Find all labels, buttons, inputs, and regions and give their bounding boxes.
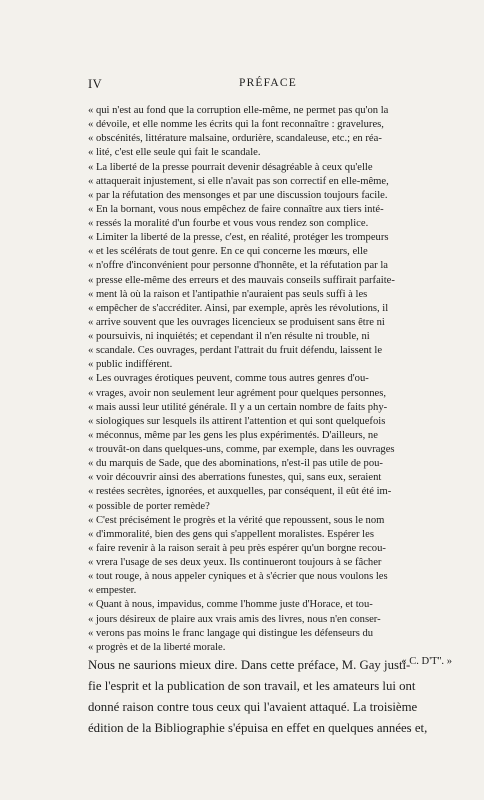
body-paragraph — [88, 655, 452, 739]
quote-line: « arrive souvent que les ouvrages licencieux se produisent sans être ni — [88, 316, 385, 328]
quote-line: « attaquerait injustement, si elle n'avait pas son correctif en elle-même, — [88, 175, 389, 187]
quote-line: « dévoile, et elle nomme les écrits qui la font reconnaître : gravelures, — [88, 119, 384, 131]
quote-line: « empêcher de s'accréditer. Ainsi, par exemple, après les révolutions, il — [88, 302, 389, 314]
body-line: fie l'esprit et la publication de son travail, et les amateurs lui ont — [88, 679, 416, 693]
quote-line: « tout rouge, à nous appeler cyniques et à s'écrier que nous voulons les — [88, 571, 388, 583]
quote-line: « poursuivis, ni inquiétés; et cependant il n'en résulte ni trouble, ni — [88, 331, 370, 342]
quote-line: « qui n'est au fond que la corruption elle-même, ne permet pas qu'on la — [88, 105, 389, 116]
quote-line: « d'immoralité, bien des gens qui s'appellent moralistes. Espérer les — [88, 528, 374, 540]
quote-line: « lité, c'est elle seule qui fait le scandale. — [88, 147, 261, 159]
quote-line: « du marquis de Sade, que des abominations, n'est-il pas utile de pou- — [88, 458, 383, 470]
quote-line: « progrès et de la liberté morale. — [88, 641, 226, 653]
quote-line: « n'offre d'inconvénient pour personne d'honnête, et la réfutation par la — [88, 260, 388, 272]
quote-line: « Les ouvrages érotiques peuvent, comme tous autres genres d'ou- — [88, 373, 369, 385]
quote-line: « vrera l'usage de ses deux yeux. Ils continueront toujours à se fâcher — [88, 557, 382, 568]
body-line: donné raison contre tous ceux qui l'avaient attaqué. La troisième — [88, 700, 418, 714]
quote-line: « C'est précisément le progrès et la vérité que repoussent, sous le nom — [88, 514, 385, 526]
quote-line: « ressés la moralité d'un fourbe et vous vous rendez son complice. — [88, 218, 369, 229]
quote-line: « méconnus, même par les gens les plus expérimentés. D'ailleurs, ne — [88, 429, 378, 441]
quote-line: « Limiter la liberté de la presse, c'est, en réalité, protéger les trompeurs — [88, 232, 389, 244]
quote-line: « siologiques sur lesquels ils attirent l'attention et qui sont quelquefois — [88, 415, 386, 427]
quote-line: « ment là où la raison et l'antipathie n'auraient pas seuls suffi à les — [88, 288, 368, 300]
quote-line: « voir découvrir ainsi des aberrations funestes, qui, sans eux, seraient — [88, 472, 382, 484]
page-number: IV — [88, 77, 103, 91]
body-line: édition de la Bibliographie s'épuisa en effet en quelques années et, — [88, 721, 428, 735]
quote-line: « La liberté de la presse pourrait devenir désagréable à ceux qu'elle — [88, 161, 373, 173]
quote-line: « presse elle-même des erreurs et des mauvais conseils suffirait parfaite- — [88, 274, 395, 286]
quote-line: « et les scélérats de tout genre. En ce qui concerne les mœurs, elle — [88, 246, 368, 258]
quote-line: « mais aussi leur utilité générale. Il y a un certain nombre de faits phy- — [88, 401, 388, 413]
body-line: Nous ne saurions mieux dire. Dans cette préface, M. Gay justi- — [88, 658, 411, 672]
quote-line: « trouvât-on dans quelques-uns, comme, par exemple, dans les ouvrages — [88, 444, 395, 455]
quote-line: « restées secrètes, ignorées, et auxquelles, par conséquent, il eût été im- — [88, 486, 392, 498]
quote-line: « jours désireux de plaire aux vrais amis des livres, nous n'en conser- — [88, 613, 381, 625]
quote-line: « public indifférent. — [88, 359, 173, 371]
quote-line: « vrages, avoir non seulement leur agrément pour quelques personnes, — [88, 387, 387, 399]
quote-line: « scandale. Ces ouvrages, perdant l'attrait du fruit défendu, laissent le — [88, 345, 383, 357]
quote-line: « faire revenir à la raison serait à peu près espérer qu'un borgne recou- — [88, 542, 386, 554]
quote-line: « empester. — [88, 585, 137, 597]
quote-line: « Quant à nous, impavidus, comme l'homme juste d'Horace, et tou- — [88, 599, 373, 611]
quote-signature: « C. D'T''. » — [401, 655, 452, 667]
quoted-passage — [88, 104, 452, 669]
running-title: PRÉFACE — [238, 77, 298, 89]
page-header — [88, 77, 448, 93]
quote-line: « En la bornant, vous nous empêchez de faire connaître aux tiers inté- — [88, 203, 384, 215]
quote-line: « obscénités, littérature malsaine, ordurière, scandaleuse, etc.; en réa- — [88, 133, 382, 145]
quote-line: « verons pas moins le franc langage qui distingue les défenseurs du — [88, 627, 374, 639]
quote-line: « possible de porter remède? — [88, 500, 210, 512]
quote-line: « par la réfutation des mensonges et par une discussion toujours facile. — [88, 189, 388, 201]
